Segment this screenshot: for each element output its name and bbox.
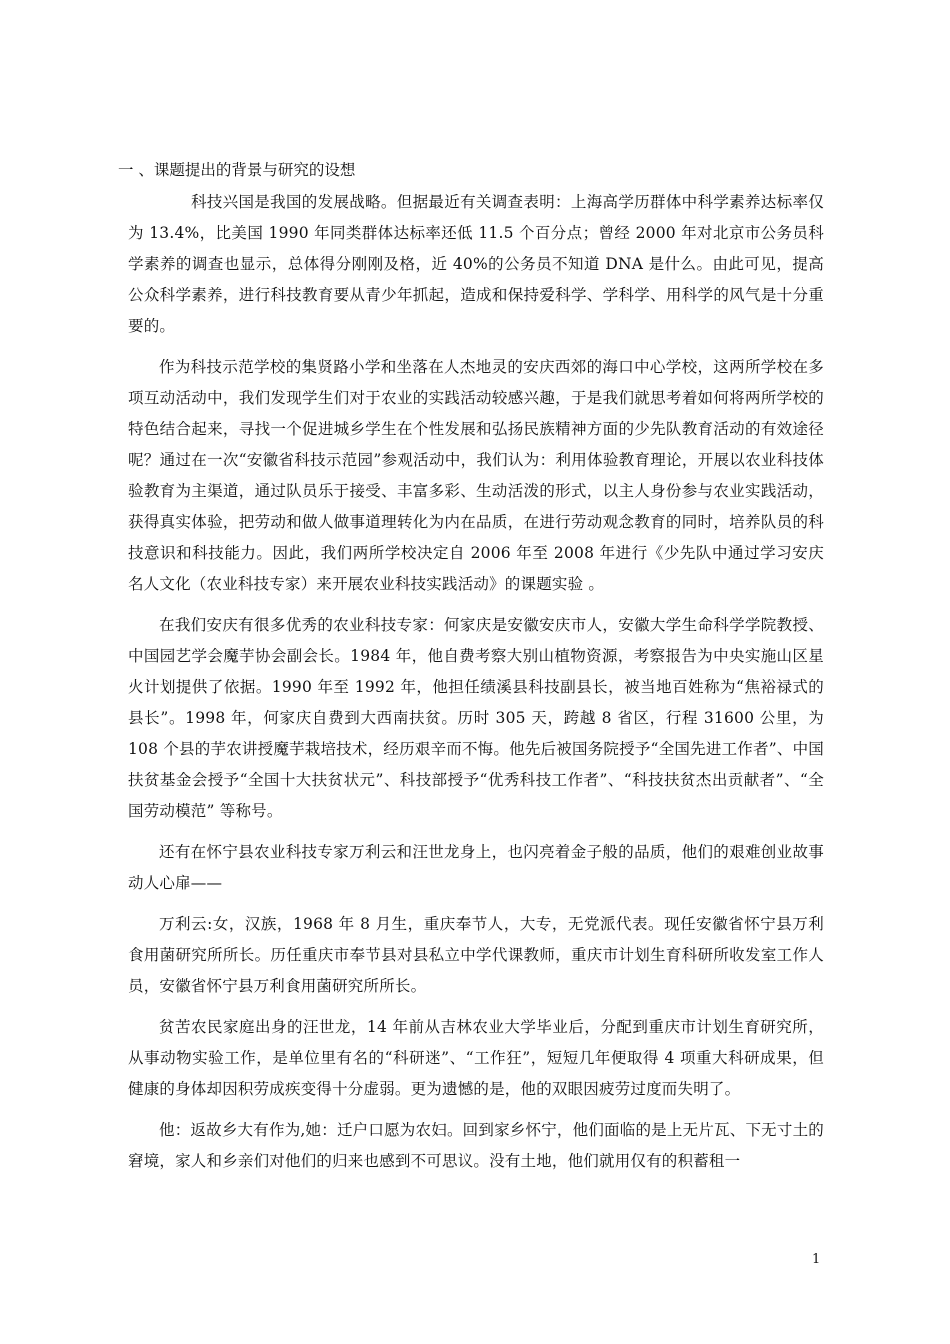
paragraph-wan-liyun: 万利云:女，汉族，1968 年 8 月生，重庆奉节人，大专，无党派代表。现任安徽省怀宁县万利食用菌研究所所长。历任重庆市奉节县对县私立中学代课教师，重庆市计划生育科研所收发室工作人员，安徽省怀宁县万利食用菌研究所所长。 <box>128 915 824 995</box>
paragraph-he-jiaqing: 在我们安庆有很多优秀的农业科技专家：何家庆是安徽安庆市人，安徽大学生命科学学院教授、中国园艺学会魔芋协会副会长。1984 年，他自费考察大别山植物资源，考察报告为中央实施山区星火计划提供了依据。1990 年至 1992 年，他担任绩溪县科技副县长，被当地百姓称为“焦裕禄式的县长”。1998 年，何家庆自费到大西南扶贫。历时 305 天，跨越 8 省区，行程 31600 公里，为 108 个县的芋农讲授魔芋栽培技术，经历艰辛而不悔。他先后被国务院授予“全国先进工作者”、中国扶贫基金会授予“全国十大扶贫状元”、科技部授予“优秀科技工作者”、“科技扶贫杰出贡献者”、“全国劳动模范” 等称号。 <box>128 616 824 820</box>
body-text <box>128 187 824 1187</box>
paragraph-schools: 作为科技示范学校的集贤路小学和坐落在人杰地灵的安庆西郊的海口中心学校，这两所学校在多项互动活动中，我们发现学生们对于农业的实践活动较感兴趣，于是我们就思考着如何将两所学校的特色结合起来，寻找一个促进城乡学生在个性发展和弘扬民族精神方面的少先队教育活动的有效途径呢？通过在一次“安徽省科技示范园”参观活动中，我们认为：利用体验教育理论，开展以农业科技体验教育为主渠道，通过队员乐于接受、丰富多彩、生动活泼的形式，以主人身份参与农业实践活动，获得真实体验，把劳动和做人做事道理转化为内在品质，在进行劳动观念教育的同时，培养队员的科技意识和科技能力。因此，我们两所学校决定自 2006 年至 2008 年进行《少先队中通过学习安庆名人文化（农业科技专家）来开展农业科技实践活动》的课题实验 。 <box>128 358 824 593</box>
page-number: 1 <box>812 1252 821 1267</box>
paragraph-huaining-experts: 还有在怀宁县农业科技专家万利云和汪世龙身上，也闪亮着金子般的品质，他们的艰难创业故事动人心扉—— <box>128 843 824 892</box>
paragraph-wang-shilong: 贫苦农民家庭出身的汪世龙，14 年前从吉林农业大学毕业后，分配到重庆市计划生育研究所，从事动物实验工作，是单位里有名的“科研迷”、“工作狂”，短短几年便取得 4 项重大科研成果，但健康的身体却因积劳成疾变得十分虚弱。更为遗憾的是，他的双眼因疲劳过度而失明了。 <box>128 1018 824 1098</box>
section-heading: 一 、课题提出的背景与研究的设想 <box>118 161 356 179</box>
paragraph-return-home: 他：返故乡大有作为,她：迁户口愿为农妇。回到家乡怀宁，他们面临的是上无片瓦、下无寸土的窘境，家人和乡亲们对他们的归来也感到不可思议。没有土地，他们就用仅有的积蓄租一 <box>128 1121 824 1170</box>
paragraph-background: 科技兴国是我国的发展战略。但据最近有关调查表明：上海高学历群体中科学素养达标率仅为 13.4%，比美国 1990 年同类群体达标率还低 11.5 个百分点；曾经 2000 年对北京市公务员科学素养的调查也显示，总体得分刚刚及格，近 40%的公务员不知道 DNA 是什么。由此可见，提高公众科学素养，进行科技教育要从青少年抓起，造成和保持爱科学、学科学、用科学的风气是十分重要的。 <box>128 193 824 335</box>
